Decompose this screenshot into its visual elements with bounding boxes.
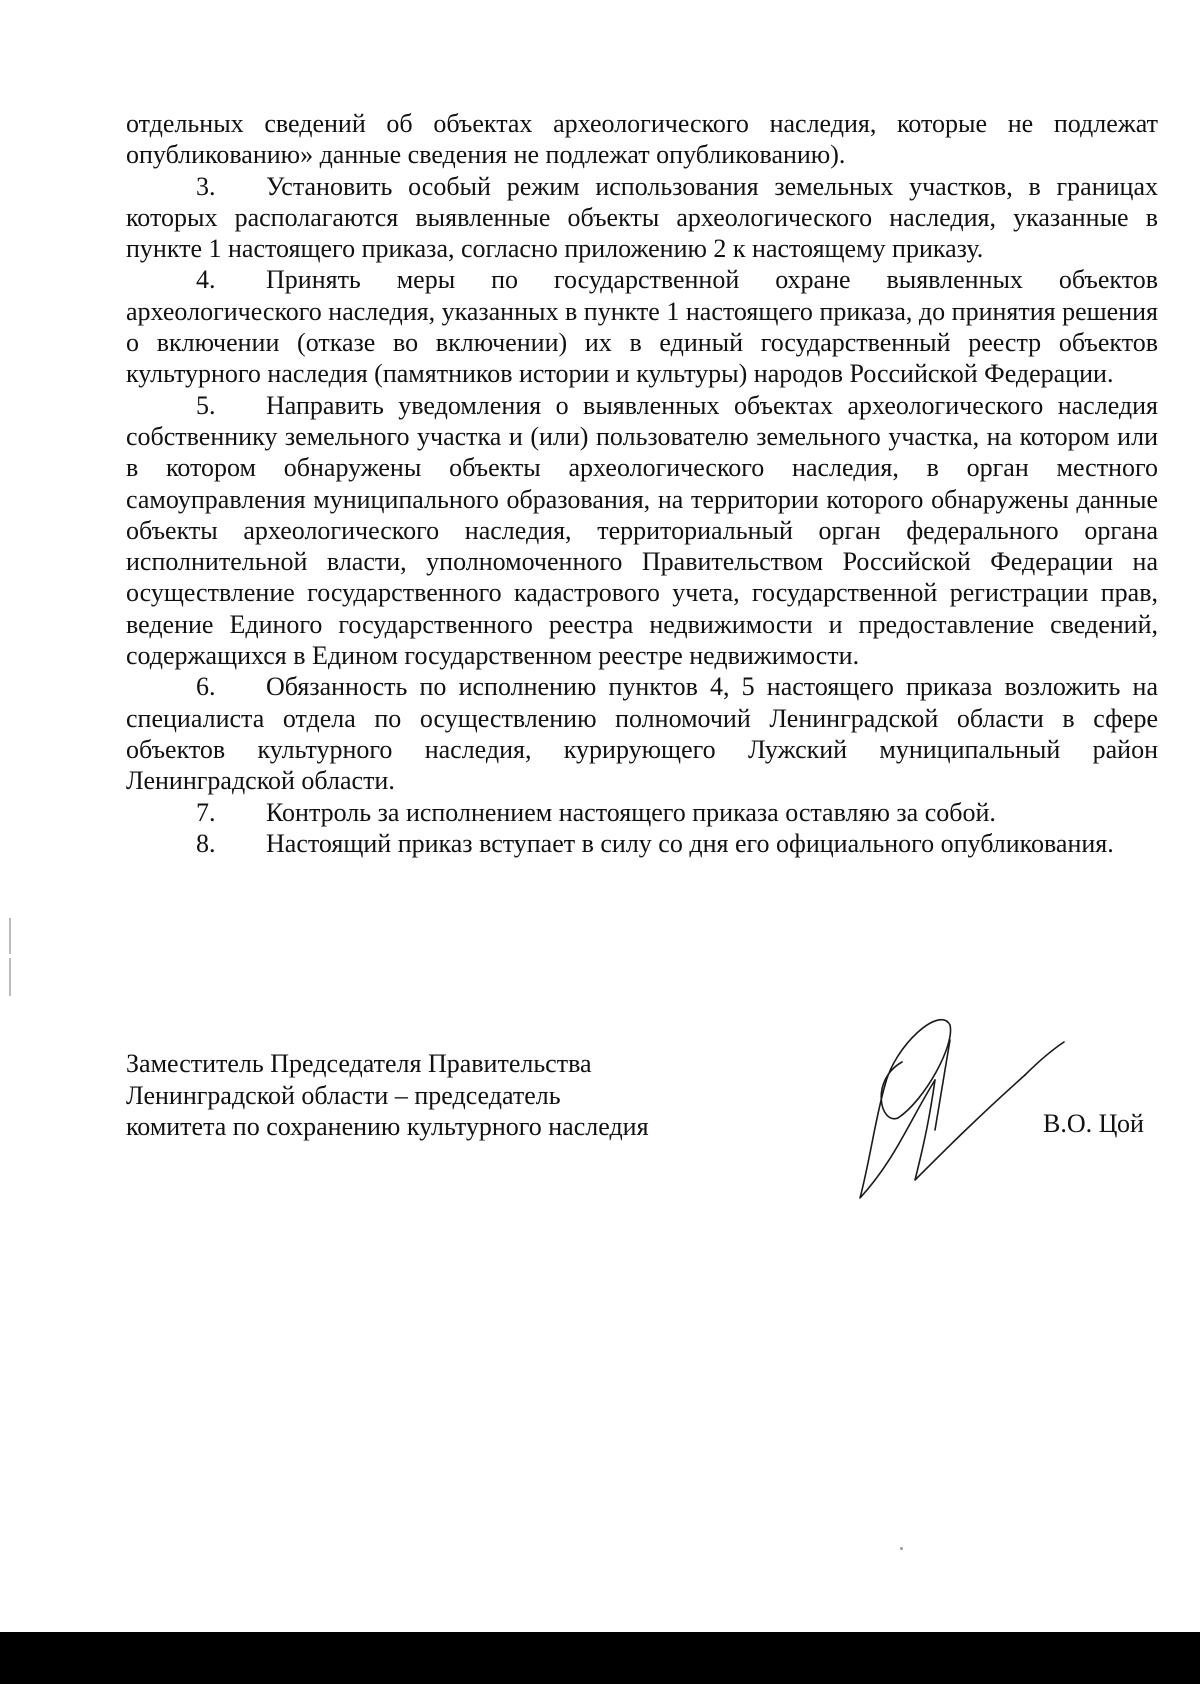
item-number: 5. — [196, 390, 216, 420]
item-text: Принять меры по государственной охране выявленных объектов археологического наследия, указанных в пункте 1 настоящего приказа, до принятия решения о включении (отказе во включении) их в единый государственный реестр объектов культурного наследия (памятников истории и культуры) народов Российской Федерации. — [126, 265, 1158, 389]
signer-position — [126, 1048, 649, 1143]
item-number: 3. — [196, 171, 216, 201]
item-3 — [126, 171, 1158, 265]
item-text: Контроль за исполнением настоящего приказа оставляю за собой. — [266, 797, 996, 827]
intro-paragraph: отдельных сведений об объектах археологического наследия, которые не подлежат опубликованию» данные сведения не подлежат опубликованию). — [126, 109, 1158, 170]
scan-artifact — [9, 958, 11, 996]
item-number: 8. — [196, 828, 216, 858]
signer-position-line: Ленинградской области – председатель — [126, 1080, 561, 1110]
signer-name: В.О. Цой — [1043, 1109, 1144, 1138]
item-number: 6. — [196, 672, 216, 702]
scan-artifact — [9, 918, 11, 954]
handwritten-signature — [840, 1000, 1070, 1210]
item-number: 7. — [196, 797, 216, 827]
item-number: 4. — [196, 265, 216, 295]
item-8 — [126, 828, 1158, 859]
document-body — [126, 108, 1158, 859]
item-4 — [126, 264, 1158, 389]
scan-speck — [900, 1547, 903, 1550]
item-text: Обязанность по исполнению пунктов 4, 5 настоящего приказа возложить на специалиста отдела по осуществлению полномочий Ленинградской области в сфере объектов культурного наследия, курирующего Лужский муниципальный район Ленинградской области. — [126, 672, 1158, 796]
item-text: Установить особый режим использования земельных участков, в границах которых располагаются выявленные объекты археологического наследия, указанные в пункте 1 настоящего приказа, согласно приложению 2 к настоящему приказу. — [126, 171, 1158, 264]
item-text: Настоящий приказ вступает в силу со дня его официального опубликования. — [266, 828, 1114, 858]
signer-position-line: Заместитель Председателя Правительства — [126, 1049, 592, 1078]
item-6 — [126, 671, 1158, 796]
signer-position-line: комитета по сохранению культурного наследия — [126, 1112, 649, 1141]
item-text: Направить уведомления о выявленных объектах археологического наследия собственнику земельного участка и (или) пользователю земельного участка, на котором или в котором обнаружены объекты археологического наследия, в орган местного самоуправления муниципального образования, на территории которого обнаружены данные объекты археологического наследия, территориальный орган федерального органа исполнительной власти, уполномоченного Правительством Российской Федерации на осуществление государственного кадастрового учета, государственной регистрации прав, ведение Единого государственного реестра недвижимости и предоставление сведений, содержащихся в Едином государственном реестре недвижимости. — [126, 390, 1158, 671]
scan-bottom-border — [0, 1632, 1200, 1684]
item-7 — [126, 797, 1158, 828]
item-5 — [126, 390, 1158, 672]
